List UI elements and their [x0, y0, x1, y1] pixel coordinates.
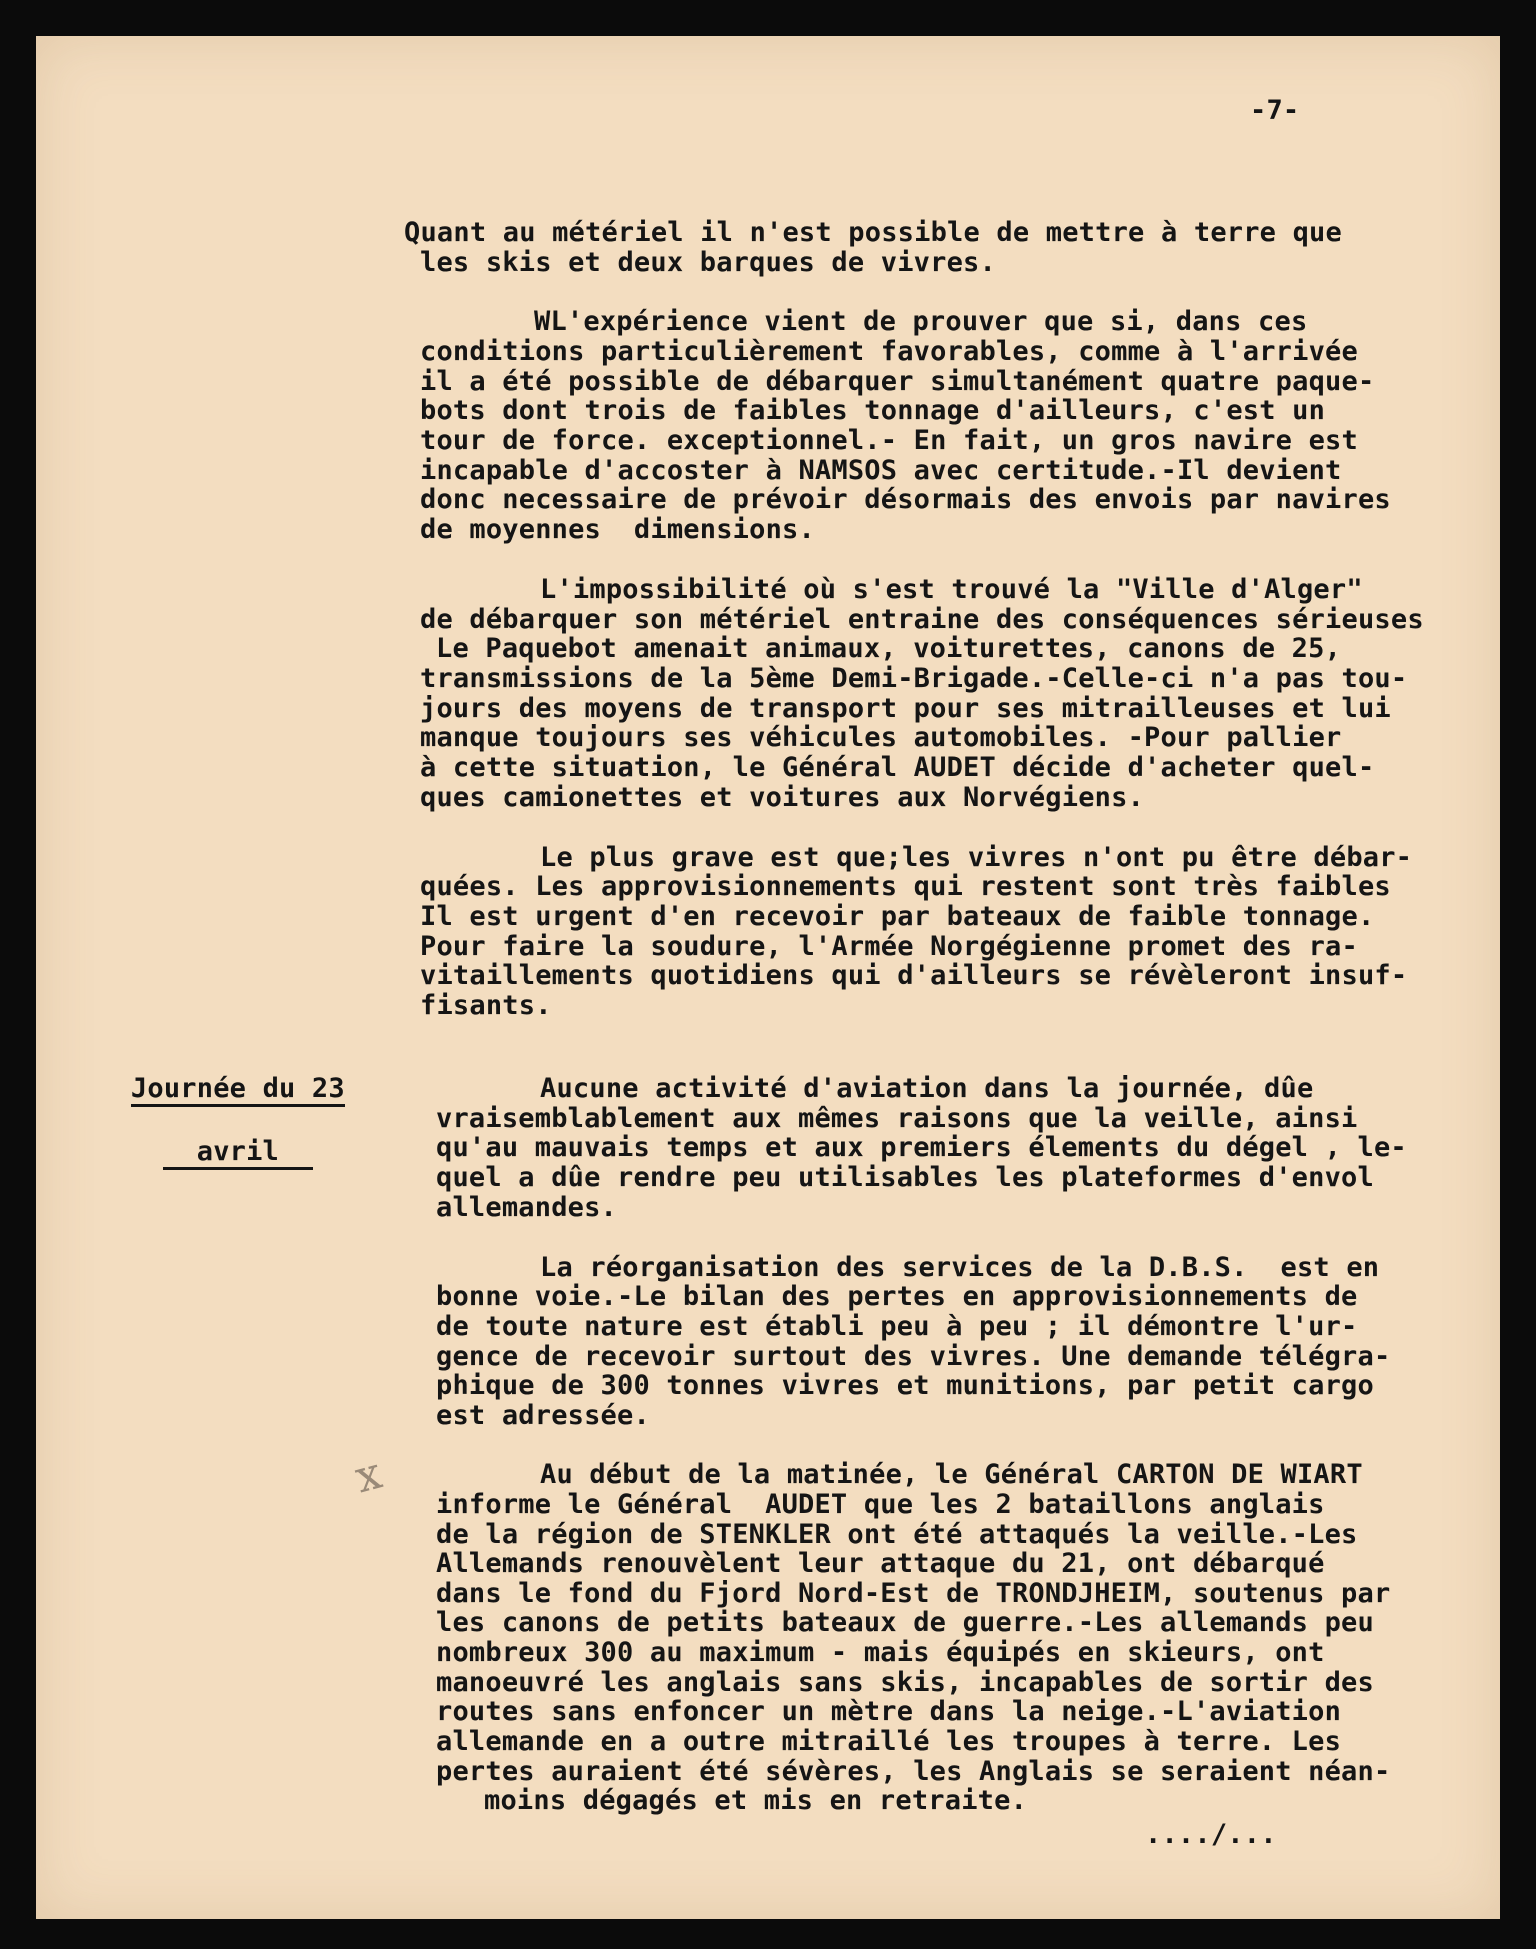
text-line: les canons de petits bateaux de guerre.-Les allemands peu: [436, 1607, 1374, 1638]
text-line: fisants.: [420, 990, 552, 1021]
text-line: incapable d'accoster à NAMSOS avec certitude.-Il devient: [420, 455, 1342, 486]
text-line: L'impossibilité où s'est trouvé la "Ville d'Alger": [540, 574, 1363, 605]
text-line: tour de force. exceptionnel.- En fait, un gros navire est: [420, 425, 1358, 456]
text-line: bots dont trois de faibles tonnage d'ailleurs, c'est un: [420, 395, 1326, 426]
text-line: Au début de la matinée, le Général CARTON DE WIART: [540, 1459, 1363, 1490]
text-line: moins dégagés et mis en retraite.: [484, 1785, 1028, 1816]
text-line: Pour faire la soudure, l'Armée Norgégienne promet des ra-: [420, 931, 1358, 962]
text-line: de moyennes dimensions.: [420, 514, 815, 545]
text-line: bonne voie.-Le bilan des pertes en approvisionnements de: [436, 1281, 1358, 1312]
text-line: gence de recevoir surtout des vivres. Une demande télégra-: [436, 1341, 1391, 1372]
text-line: de la région de STENKLER ont été attaqués la veille.-Les: [436, 1519, 1358, 1550]
text-line: quées. Les approvisionnements qui restent sont très faibles: [420, 871, 1391, 902]
text-line: allemande en a outre mitraillé les troupes à terre. Les: [436, 1726, 1342, 1757]
text-line: à cette situation, le Général AUDET décide d'acheter quel-: [420, 752, 1375, 783]
text-line: jours des moyens de transport pour ses mitrailleuses et lui: [420, 693, 1391, 724]
text-line: les skis et deux barques de vivres.: [420, 247, 996, 278]
margin-note: [98, 1044, 345, 1170]
text-line: Aucune activité d'aviation dans la journée, dûe: [540, 1073, 1314, 1104]
text-line: qu'au mauvais temps et aux premiers élements du dégel , le-: [436, 1132, 1407, 1163]
text-line: WL'expérience vient de prouver que si, dans ces: [534, 306, 1308, 337]
text-line: Le plus grave est que;les vivres n'ont pu être débar-: [540, 842, 1413, 873]
text-line: de toute nature est établi peu à peu ; il démontre l'ur-: [436, 1311, 1358, 1342]
text-line: routes sans enfoncer un mètre dans la neige.-L'aviation: [436, 1696, 1342, 1727]
text-line: pertes auraient été sévères, les Anglais se seraient néan-: [436, 1756, 1391, 1787]
text-line: Quant au métériel il n'est possible de mettre à terre que: [404, 217, 1342, 248]
text-line: vitaillements quotidiens qui d'ailleurs se révèleront insuf-: [420, 960, 1408, 991]
text-line: ques camionettes et voitures aux Norvégiens.: [420, 782, 1145, 813]
margin-note-line1: Journée du 23: [131, 1074, 345, 1107]
page-number: -7-: [1250, 95, 1300, 126]
text-line: vraisemblablement aux mêmes raisons que la veille, ainsi: [436, 1103, 1358, 1134]
text-line: allemandes.: [436, 1192, 618, 1223]
text-line: quel a dûe rendre peu utilisables les plateformes d'envol: [436, 1162, 1374, 1193]
text-line: il a été possible de débarquer simultanément quatre paque-: [420, 366, 1375, 397]
handwritten-mark: x: [349, 1447, 388, 1504]
text-line: manoeuvré les anglais sans skis, incapables de sortir des: [436, 1667, 1374, 1698]
text-line: manque toujours ses véhicules automobiles. -Pour pallier: [420, 722, 1342, 753]
text-line: phique de 300 tonnes vivres et munitions, par petit cargo: [436, 1370, 1374, 1401]
text-line: Allemands renouvèlent leur attaque du 21, ont débarqué: [436, 1548, 1325, 1579]
text-line: La réorganisation des services de la D.B.S. est en: [540, 1252, 1380, 1283]
text-line: est adressée.: [436, 1400, 650, 1431]
text-line: Le Paquebot amenait animaux, voiturettes, canons de 25,: [436, 633, 1342, 664]
text-line: de débarquer son métériel entraine des conséquences sérieuses: [420, 604, 1424, 635]
text-line: nombreux 300 au maximum - mais équipés en skieurs, ont: [436, 1637, 1325, 1668]
text-line: donc necessaire de prévoir désormais des envois par navires: [420, 484, 1391, 515]
text-line: informe le Général AUDET que les 2 bataillons anglais: [436, 1489, 1325, 1520]
margin-note-line2: avril: [163, 1137, 313, 1170]
continuation-mark: ..../...: [1145, 1819, 1277, 1850]
text-line: Il est urgent d'en recevoir par bateaux de faible tonnage.: [420, 901, 1375, 932]
text-line: transmissions de la 5ème Demi-Brigade.-Celle-ci n'a pas tou-: [420, 663, 1408, 694]
text-line: dans le fond du Fjord Nord-Est de TRONDJHEIM, soutenus par: [436, 1578, 1391, 1609]
text-line: conditions particulièrement favorables, comme à l'arrivée: [420, 336, 1358, 367]
